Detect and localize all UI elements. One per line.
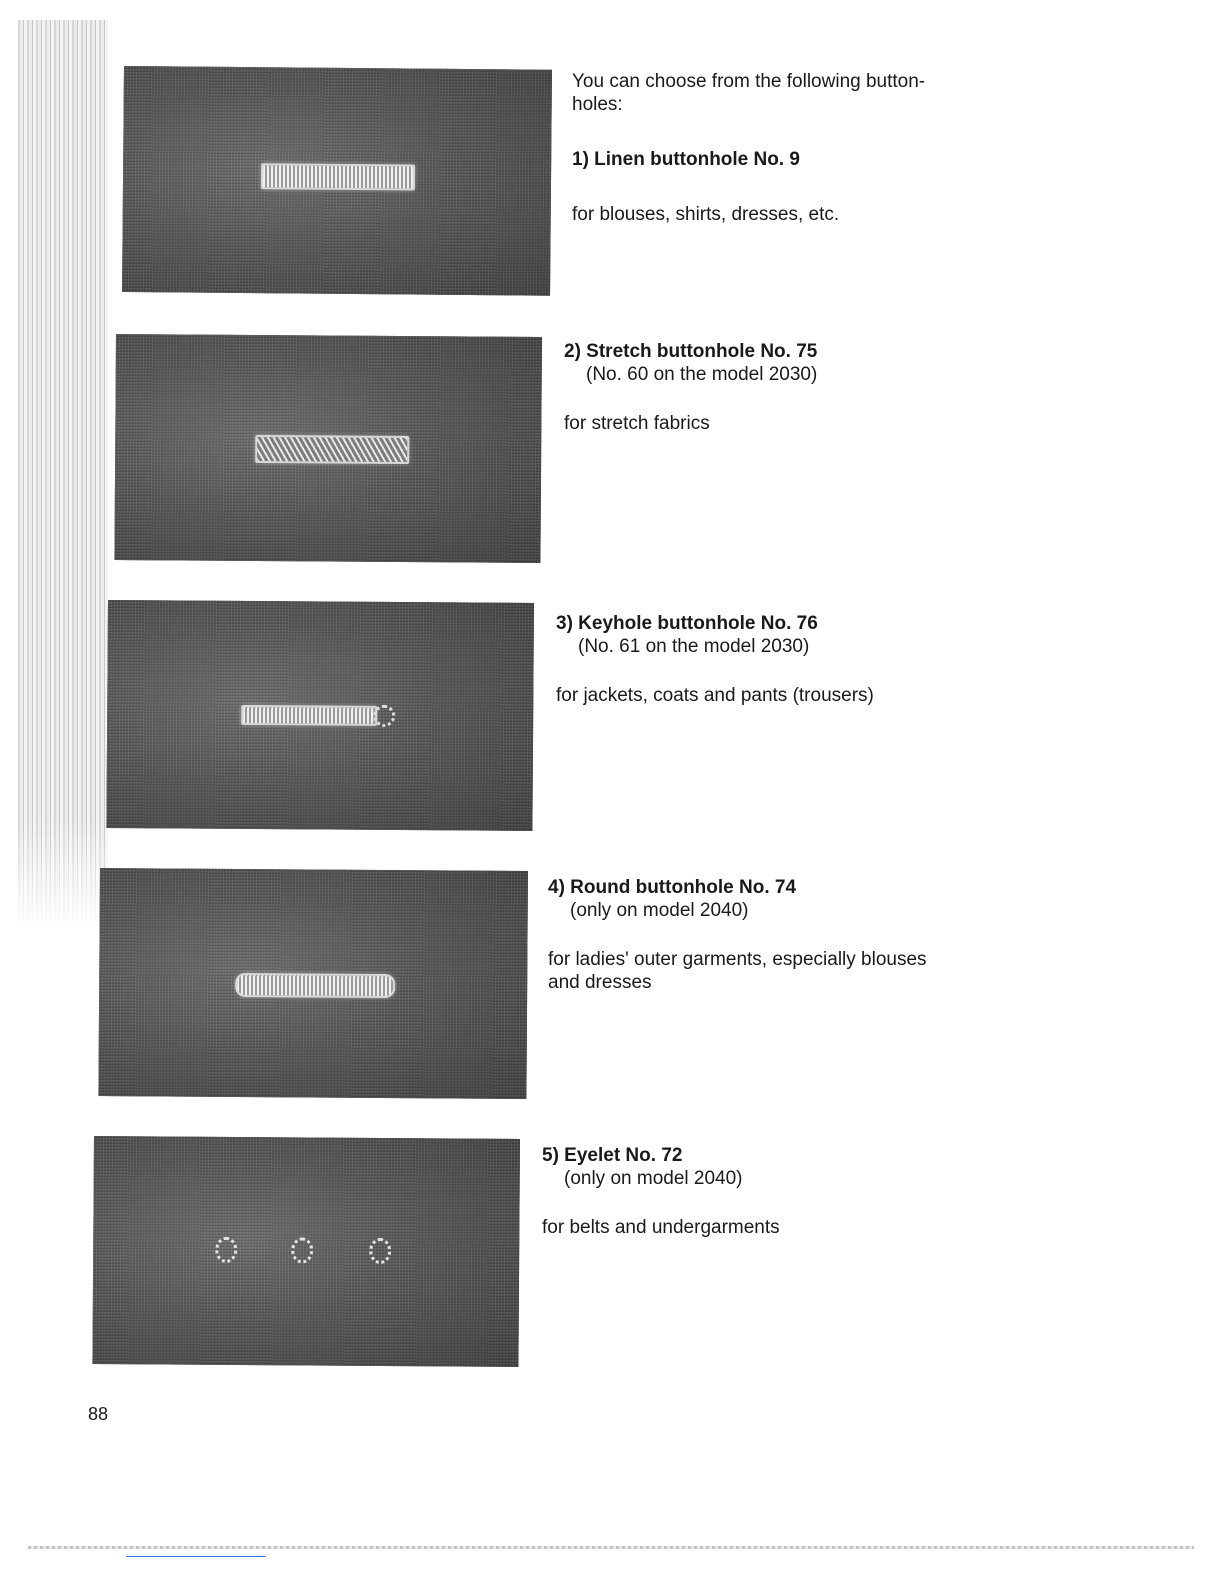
intro-text-line2: holes: xyxy=(572,94,623,115)
keyhole-buttonhole-photo xyxy=(106,600,534,831)
eyelet-stitch-1 xyxy=(215,1237,237,1263)
item-3-title: 3) Keyhole buttonhole No. 76 xyxy=(556,613,818,634)
item-5-use: for belts and undergarments xyxy=(542,1217,780,1238)
round-buttonhole-photo xyxy=(98,868,528,1099)
round-buttonhole-stitch xyxy=(235,973,395,998)
item-5-title: 5) Eyelet No. 72 xyxy=(542,1145,683,1166)
stretch-buttonhole-stitch xyxy=(255,435,409,464)
scan-bottom-mark xyxy=(126,1556,266,1557)
item-3-use: for jackets, coats and pants (trousers) xyxy=(556,685,874,706)
item-4-block xyxy=(548,876,968,994)
keyhole-buttonhole-stitch xyxy=(241,705,377,726)
item-5-note: (only on model 2040) xyxy=(564,1168,743,1189)
item-1-title: 1) Linen buttonhole No. 9 xyxy=(572,149,800,170)
eyelet-stitch-3 xyxy=(369,1238,391,1264)
stretch-buttonhole-photo xyxy=(114,334,542,563)
item-3-note: (No. 61 on the model 2030) xyxy=(578,636,810,657)
item-3-block xyxy=(556,612,996,707)
eyelet-stitch-2 xyxy=(291,1237,313,1263)
item-1-use: for blouses, shirts, dresses, etc. xyxy=(572,204,840,225)
linen-buttonhole-photo xyxy=(122,66,552,296)
item-5-block xyxy=(542,1144,962,1239)
linen-buttonhole-stitch xyxy=(261,163,415,190)
intro-block xyxy=(572,70,992,116)
scan-bottom-edge xyxy=(28,1546,1194,1549)
item-4-use-line1: for ladies' outer garments, especially blouses xyxy=(548,949,927,970)
item-4-note: (only on model 2040) xyxy=(570,900,749,921)
item-2-note: (No. 60 on the model 2030) xyxy=(586,364,818,385)
intro-text-line1: You can choose from the following button- xyxy=(572,71,926,92)
item-1-block xyxy=(572,148,992,226)
eyelet-photo xyxy=(92,1136,520,1367)
item-2-use: for stretch fabrics xyxy=(564,413,710,434)
item-2-title: 2) Stretch buttonhole No. 75 xyxy=(564,341,818,362)
item-4-title: 4) Round buttonhole No. 74 xyxy=(548,877,797,898)
page-edge-scan-strip xyxy=(18,20,108,930)
item-2-block xyxy=(564,340,984,435)
page-number: 88 xyxy=(88,1404,109,1424)
item-4-use-line2: and dresses xyxy=(548,972,652,993)
